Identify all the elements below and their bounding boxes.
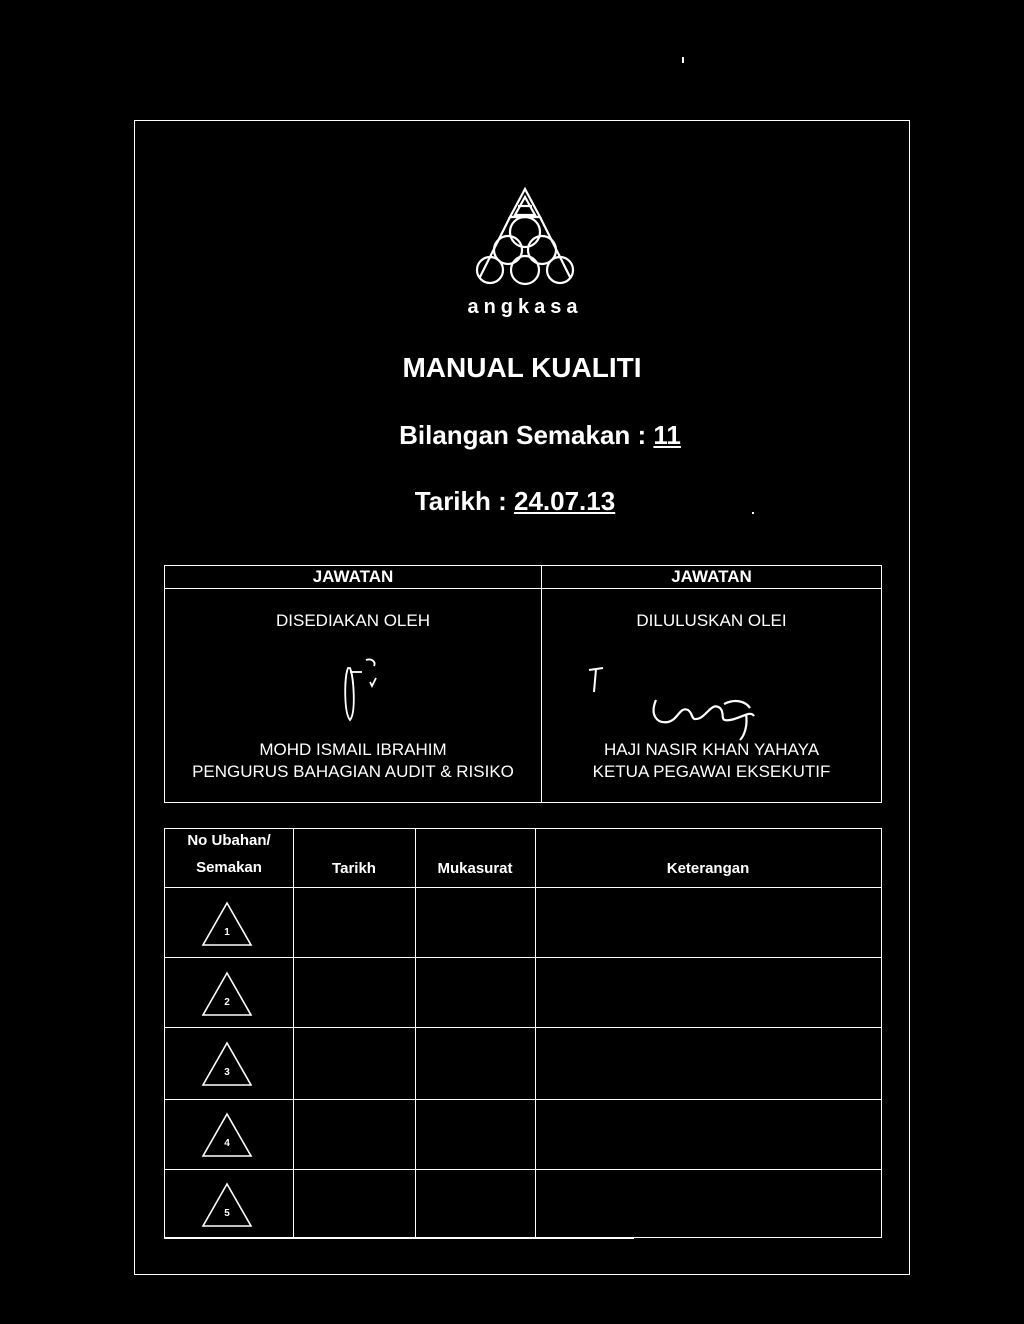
row-divider [165, 957, 881, 958]
date-value: 24.07.13 [513, 486, 616, 516]
revision-line [300, 420, 780, 451]
revision-triangle-icon [201, 971, 253, 1017]
revision-number: 11 [653, 420, 681, 450]
row-divider [165, 1099, 881, 1100]
row-divider [165, 1027, 881, 1028]
table-bottom-rule [164, 1238, 634, 1239]
row-divider [165, 887, 881, 888]
column-divider [535, 829, 536, 1237]
scan-speck [682, 57, 684, 63]
approver-position: KETUA PEGAWAI EKSEKUTIF [592, 762, 831, 781]
preparer-signature [340, 658, 390, 733]
revision-number: 4 [224, 1138, 230, 1149]
revision-table [164, 828, 882, 1238]
date-header: Tarikh [332, 860, 376, 877]
date-label: Tarikh : [414, 486, 514, 516]
document-title: MANUAL KUALITI [402, 352, 642, 383]
column-divider [293, 829, 294, 1237]
approval-table [164, 565, 882, 803]
revision-number: 5 [224, 1208, 230, 1219]
revision-triangle-icon [201, 1041, 253, 1087]
approver-initial-mark [587, 666, 607, 701]
approved-by-column [542, 566, 881, 802]
notes-header: Keterangan [666, 860, 750, 877]
column-header: JAWATAN [312, 567, 394, 586]
revision-triangle-icon [201, 901, 253, 947]
preparer-name: MOHD ISMAIL IBRAHIM [259, 740, 447, 759]
page-header: Mukasurat [437, 860, 513, 877]
revision-number: 1 [224, 927, 230, 938]
prepared-by-label: DISEDIAKAN OLEH [276, 611, 430, 630]
preparer-position: PENGURUS BAHAGIAN AUDIT & RISIKO [192, 762, 514, 781]
revision-label: Bilangan Semakan : [399, 420, 654, 450]
row-divider [165, 1169, 881, 1170]
revision-triangle-icon [201, 1182, 253, 1228]
angkasa-logo [470, 185, 580, 295]
revision-triangle-icon [201, 1112, 253, 1158]
revision-no-header: No Ubahan/ Semakan [187, 832, 271, 876]
prepared-by-column [165, 566, 541, 802]
date-line [300, 486, 730, 517]
logo-wordmark: angkasa [467, 296, 583, 318]
revision-number: 3 [224, 1067, 230, 1078]
revision-number: 2 [224, 997, 230, 1008]
column-divider [415, 829, 416, 1237]
approved-by-label: DILULUSKAN OLEI [636, 611, 787, 630]
column-header: JAWATAN [671, 567, 752, 586]
approver-name: HAJI NASIR KHAN YAHAYA [603, 740, 820, 759]
